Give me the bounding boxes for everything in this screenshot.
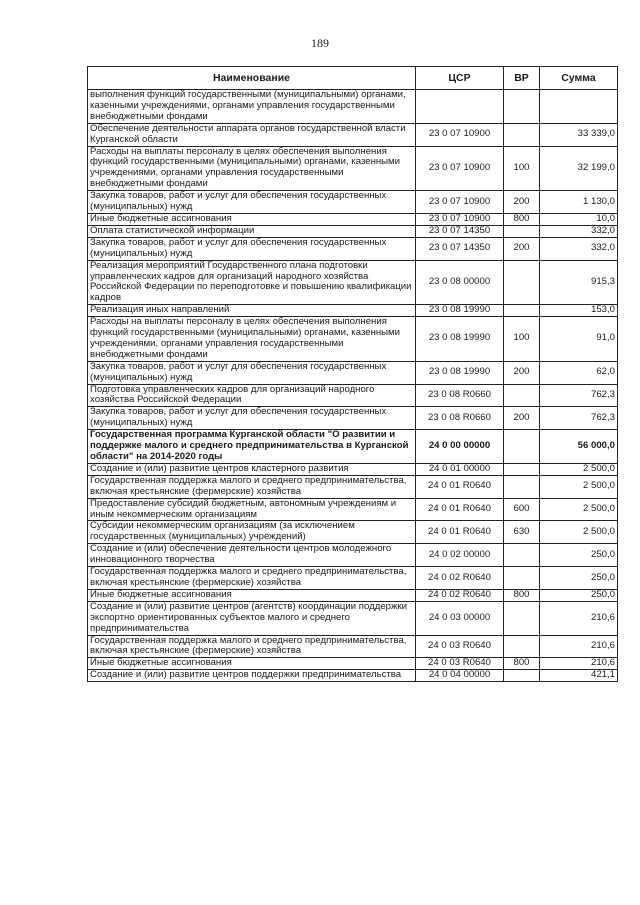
cell-csr: 24 0 03 R0640 (416, 658, 504, 670)
cell-vr (504, 635, 540, 658)
table-row (88, 225, 618, 237)
cell-name: Создание и (или) развитие центров кластерного развития (88, 463, 416, 475)
cell-csr: 24 0 02 R0640 (416, 567, 504, 590)
cell-vr: 200 (504, 361, 540, 384)
cell-name: Расходы на выплаты персоналу в целях обеспечения выполнения функций государственными (муниципальными) органами, казенными учреждениями, органами управления государственными внебюджетными фондами (88, 146, 416, 191)
cell-sum: 250,0 (540, 589, 618, 601)
cell-vr (504, 384, 540, 407)
cell-csr: 23 0 07 10900 (416, 191, 504, 214)
table-row (88, 498, 618, 521)
cell-name: Подготовка управленческих кадров для организаций народного хозяйства Российской Федерации (88, 384, 416, 407)
cell-csr: 24 0 03 R0640 (416, 635, 504, 658)
cell-vr: 200 (504, 407, 540, 430)
cell-vr: 200 (504, 237, 540, 260)
cell-csr: 23 0 07 10900 (416, 123, 504, 146)
cell-csr: 23 0 08 19990 (416, 361, 504, 384)
cell-sum: 33 339,0 (540, 123, 618, 146)
cell-vr: 800 (504, 589, 540, 601)
cell-name: Расходы на выплаты персоналу в целях обеспечения выполнения функций государственными (муниципальными) органами, казенными учреждениями, органами управления государственными внебюджетными фондами (88, 317, 416, 362)
cell-sum: 210,6 (540, 635, 618, 658)
cell-vr (504, 475, 540, 498)
cell-vr: 800 (504, 658, 540, 670)
table-header-row (88, 67, 618, 90)
cell-sum: 210,6 (540, 658, 618, 670)
cell-sum: 62,0 (540, 361, 618, 384)
cell-name: Предоставление субсидий бюджетным, автономным учреждениям и иным некоммерческим организациям (88, 498, 416, 521)
cell-sum: 10,0 (540, 213, 618, 225)
table-row (88, 361, 618, 384)
cell-sum: 332,0 (540, 237, 618, 260)
cell-sum: 250,0 (540, 544, 618, 567)
table-row (88, 475, 618, 498)
cell-sum: 250,0 (540, 567, 618, 590)
cell-csr: 24 0 01 00000 (416, 463, 504, 475)
table-row (88, 407, 618, 430)
cell-name: Иные бюджетные ассигнования (88, 589, 416, 601)
cell-sum: 762,3 (540, 407, 618, 430)
cell-sum: 915,3 (540, 260, 618, 305)
table-row (88, 191, 618, 214)
header-csr: ЦСР (416, 67, 504, 90)
cell-name: выполнения функций государственными (муниципальными) органами, казенными учреждениями, органами управления государственными внебюджетными фондами (88, 90, 416, 124)
cell-name: Государственная поддержка малого и среднего предпринимательства, включая крестьянские (фермерские) хозяйства (88, 475, 416, 498)
cell-vr (504, 305, 540, 317)
cell-name: Создание и (или) обеспечение деятельности центров молодежного инновационного творчества (88, 544, 416, 567)
cell-csr: 23 0 08 19990 (416, 317, 504, 362)
cell-vr (504, 544, 540, 567)
cell-vr: 630 (504, 521, 540, 544)
table-row (88, 670, 618, 682)
table-row (88, 589, 618, 601)
table-row (88, 463, 618, 475)
cell-name: Иные бюджетные ассигнования (88, 658, 416, 670)
cell-name: Создание и (или) развитие центров поддержки предпринимательства (88, 670, 416, 682)
cell-vr: 100 (504, 317, 540, 362)
cell-csr: 23 0 07 14350 (416, 225, 504, 237)
cell-name: Государственная поддержка малого и среднего предпринимательства, включая крестьянские (фермерские) хозяйства (88, 567, 416, 590)
cell-csr: 24 0 03 00000 (416, 601, 504, 635)
table-row (88, 567, 618, 590)
table-row (88, 305, 618, 317)
cell-vr (504, 123, 540, 146)
table-row (88, 260, 618, 305)
table-row (88, 384, 618, 407)
cell-name: Оплата статистической информации (88, 225, 416, 237)
cell-sum: 2 500,0 (540, 498, 618, 521)
cell-csr: 23 0 08 R0660 (416, 384, 504, 407)
cell-sum: 56 000,0 (540, 430, 618, 464)
cell-name: Иные бюджетные ассигнования (88, 213, 416, 225)
cell-sum: 210,6 (540, 601, 618, 635)
cell-vr: 100 (504, 146, 540, 191)
cell-sum: 2 500,0 (540, 475, 618, 498)
cell-vr: 200 (504, 191, 540, 214)
table-row (88, 123, 618, 146)
cell-csr: 24 0 01 R0640 (416, 498, 504, 521)
cell-csr: 24 0 01 R0640 (416, 521, 504, 544)
cell-vr (504, 260, 540, 305)
cell-sum: 32 199,0 (540, 146, 618, 191)
cell-csr: 23 0 07 10900 (416, 146, 504, 191)
cell-csr: 24 0 00 00000 (416, 430, 504, 464)
cell-vr (504, 567, 540, 590)
table-row (88, 658, 618, 670)
cell-name: Обеспечение деятельности аппарата органов государственной власти Курганской области (88, 123, 416, 146)
table-row (88, 317, 618, 362)
cell-csr (416, 90, 504, 124)
header-vr: ВР (504, 67, 540, 90)
cell-sum: 2 500,0 (540, 463, 618, 475)
cell-sum: 421,1 (540, 670, 618, 682)
cell-name: Реализация иных направлений (88, 305, 416, 317)
cell-csr: 23 0 08 R0660 (416, 407, 504, 430)
cell-vr (504, 601, 540, 635)
header-sum: Сумма (540, 67, 618, 90)
cell-name: Закупка товаров, работ и услуг для обеспечения государственных (муниципальных) нужд (88, 407, 416, 430)
cell-vr (504, 463, 540, 475)
budget-table (87, 66, 618, 682)
cell-vr (504, 430, 540, 464)
cell-vr: 800 (504, 213, 540, 225)
cell-name: Реализация мероприятий Государственного плана подготовки управленческих кадров для организаций народного хозяйства Российской Федерации по переподготовке и повышению квалификации кадров (88, 260, 416, 305)
cell-name: Закупка товаров, работ и услуг для обеспечения государственных (муниципальных) нужд (88, 361, 416, 384)
table-row (88, 237, 618, 260)
cell-name: Закупка товаров, работ и услуг для обеспечения государственных (муниципальных) нужд (88, 237, 416, 260)
cell-sum (540, 90, 618, 124)
table-row (88, 90, 618, 124)
table-row (88, 635, 618, 658)
table-body (88, 90, 618, 682)
cell-csr: 23 0 07 14350 (416, 237, 504, 260)
cell-name: Закупка товаров, работ и услуг для обеспечения государственных (муниципальных) нужд (88, 191, 416, 214)
cell-vr (504, 225, 540, 237)
cell-csr: 24 0 01 R0640 (416, 475, 504, 498)
cell-vr (504, 90, 540, 124)
cell-csr: 23 0 08 00000 (416, 260, 504, 305)
cell-csr: 24 0 04 00000 (416, 670, 504, 682)
table-row (88, 430, 618, 464)
cell-sum: 91,0 (540, 317, 618, 362)
cell-name: Создание и (или) развитие центров (агентств) координации поддержки экспортно ориентированных субъектов малого и среднего предпринимательства (88, 601, 416, 635)
table-row (88, 521, 618, 544)
cell-csr: 23 0 07 10900 (416, 213, 504, 225)
table-row (88, 213, 618, 225)
cell-csr: 24 0 02 R0640 (416, 589, 504, 601)
cell-vr: 600 (504, 498, 540, 521)
table-row (88, 544, 618, 567)
cell-csr: 24 0 02 00000 (416, 544, 504, 567)
cell-vr (504, 670, 540, 682)
cell-sum: 1 130,0 (540, 191, 618, 214)
cell-sum: 332,0 (540, 225, 618, 237)
table-row (88, 601, 618, 635)
cell-name: Субсидии некоммерческим организациям (за исключением государственных (муниципальных) учреждений) (88, 521, 416, 544)
header-name: Наименование (88, 67, 416, 90)
cell-sum: 2 500,0 (540, 521, 618, 544)
cell-sum: 153,0 (540, 305, 618, 317)
cell-csr: 23 0 08 19990 (416, 305, 504, 317)
cell-name: Государственная программа Курганской области "О развитии и поддержке малого и среднего предпринимательства в Курганской области" на 2014-2020 годы (88, 430, 416, 464)
cell-sum: 762,3 (540, 384, 618, 407)
cell-name: Государственная поддержка малого и среднего предпринимательства, включая крестьянские (фермерские) хозяйства (88, 635, 416, 658)
table-row (88, 146, 618, 191)
page-number: 189 (311, 36, 329, 50)
